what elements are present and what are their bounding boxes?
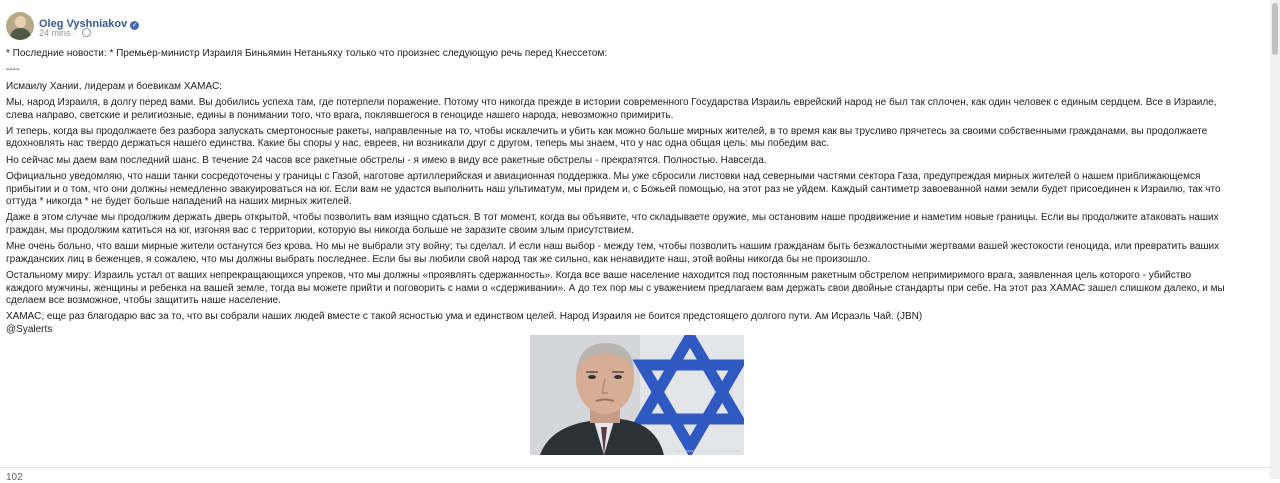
post-hashtag-link[interactable]: @Syalerts [6, 323, 53, 335]
post-paragraph: * Последние новости: * Премьер-министр Израиля Биньямин Нетаньяху только что произнес следующую речь перед Кнессетом: [6, 48, 608, 59]
avatar-head [15, 16, 26, 28]
post-paragraph: Даже в этом случае мы продолжим держать дверь открытой, чтобы позволить вам изящно сдаться. В тот момент, когда вы объявите, что складываете оружие, мы остановим наше продвижение и наметим новые границы. Если вы продолжите атаковать наших граждан, мы продолжим катиться на юг, изгоняя вас с территории, которую вы никогда больше не заразите своим злым присутствием. [6, 212, 1219, 236]
verified-badge-icon: ✓ [131, 22, 138, 29]
meta-separator: · [73, 28, 77, 38]
post-footer-divider [0, 467, 1270, 468]
post-paragraph: Официально уведомляю, что наши танки сосредоточены у границы с Газой, наготове артиллерийская и авиационная поддержка. Мы уже сбросили листовки над северными частями сектора Газа, предупреждая мирных жителей о нашем приближающемся прибытии и о том, что они должны немедленно эвакуироваться на юг. Если вам не удастся выполнить наш ультиматум, мы придем и, с Божьей помощью, на этот раз не уйдем. Каждый сантиметр завоеванной нами земли будет присоединен к Израилю, так что оттуда * никогда * не будет больше нападений на наших мирных жителей. [6, 171, 1221, 208]
scrollbar-thumb[interactable] [1272, 3, 1278, 55]
page-scrollbar[interactable] [1270, 0, 1280, 479]
author-avatar[interactable] [6, 12, 34, 40]
post-timestamp[interactable]: 24 mins [39, 28, 71, 38]
globe-icon [82, 28, 91, 37]
portrait-illustration [530, 335, 744, 455]
image-credit: Foto: picture-alliance/dpa/Gali Tibbon [673, 448, 740, 453]
post-paragraph: Остальному миру: Израиль устал от ваших непрекращающихся упреков, что мы должны «проявлять сдержанность». Когда все ваше население находится под постоянным ракетным обстрелом непримиримого врага, заявленная цель которого - убийство каждого мужчины, женщины и ребенка на вашей земле, тогда вы можете прийти и поговорить с нами о «сдерживании». А до тех пор мы с уважением предлагаем вам держать свои двойные стандарты при себе. На этот раз ХАМАС зашел слишком далеко, и мы сделаем все возможное, чтобы защитить наше население. [6, 270, 1225, 306]
post-paragraph: И теперь, когда вы продолжаете без разбора запускать смертоносные ракеты, направленные на то, чтобы искалечить и убить как можно больше мирных жителей, в то время как вы трусливо прячетесь за своими собственными гражданами, вы продолжаете вдохновлять нас твердо держаться нашего единства. Какие бы споры у нас, евреев, ни возникали друг с другом, теперь мы знаем, что у нас одна общая цель: мы победим вас. [6, 126, 1208, 150]
post-paragraph: Но сейчас мы даем вам последний шанс. В течение 24 часов все ракетные обстрелы - я имею в виду все ракетные обстрелы - прекратятся. Полностью. Навсегда. [6, 154, 767, 166]
avatar-shoulders [10, 28, 31, 40]
post-meta [39, 28, 91, 38]
post-paragraph: Исмаилу Хании, лидерам и боевикам ХАМАС: [6, 80, 222, 92]
author-name[interactable]: Oleg Vyshniakov [39, 18, 128, 30]
post-text [6, 48, 1228, 340]
post-paragraph: Мы, народ Израиля, в долгу перед вами. Вы добились успеха там, где потерпели поражение. Потому что никогда прежде в истории современного Государства Израиль еврейский народ не был так сплочен, как один человек с единым сердцем. Все в Израиле, слева направо, светские и религиозные, едины в понимании того, что врага, поклявшегося в геноциде нашего народа, невозможно примирить. [6, 97, 1217, 121]
post-paragraph: ХАМАС, еще раз благодарю вас за то, что вы собрали наших людей вместе с такой ясностью ума и единством целей. Народ Израиля не боится предстоящего долгого пути. Ам Исраэль Чай. (JBN) [6, 311, 923, 323]
post-paragraph: Мне очень больно, что ваши мирные жители останутся без крова. Но мы не выбрали эту войну; ты сделал. И если наш выбор - между тем, чтобы позволить нашим гражданам быть безжалостными жертвами вашей жестокости геноцида, или превратить ваших гражданских лиц в беженцев, я сожалею, что мы должны выбрать последнее. Если бы вы любили свой народ так же сильно, как ненавидите наш, этой войны никогда бы не произошло. [6, 241, 1220, 265]
post-paragraph: ---- [6, 64, 20, 76]
reactions-count[interactable]: 102 [6, 472, 23, 483]
post-photo[interactable] [530, 335, 744, 455]
